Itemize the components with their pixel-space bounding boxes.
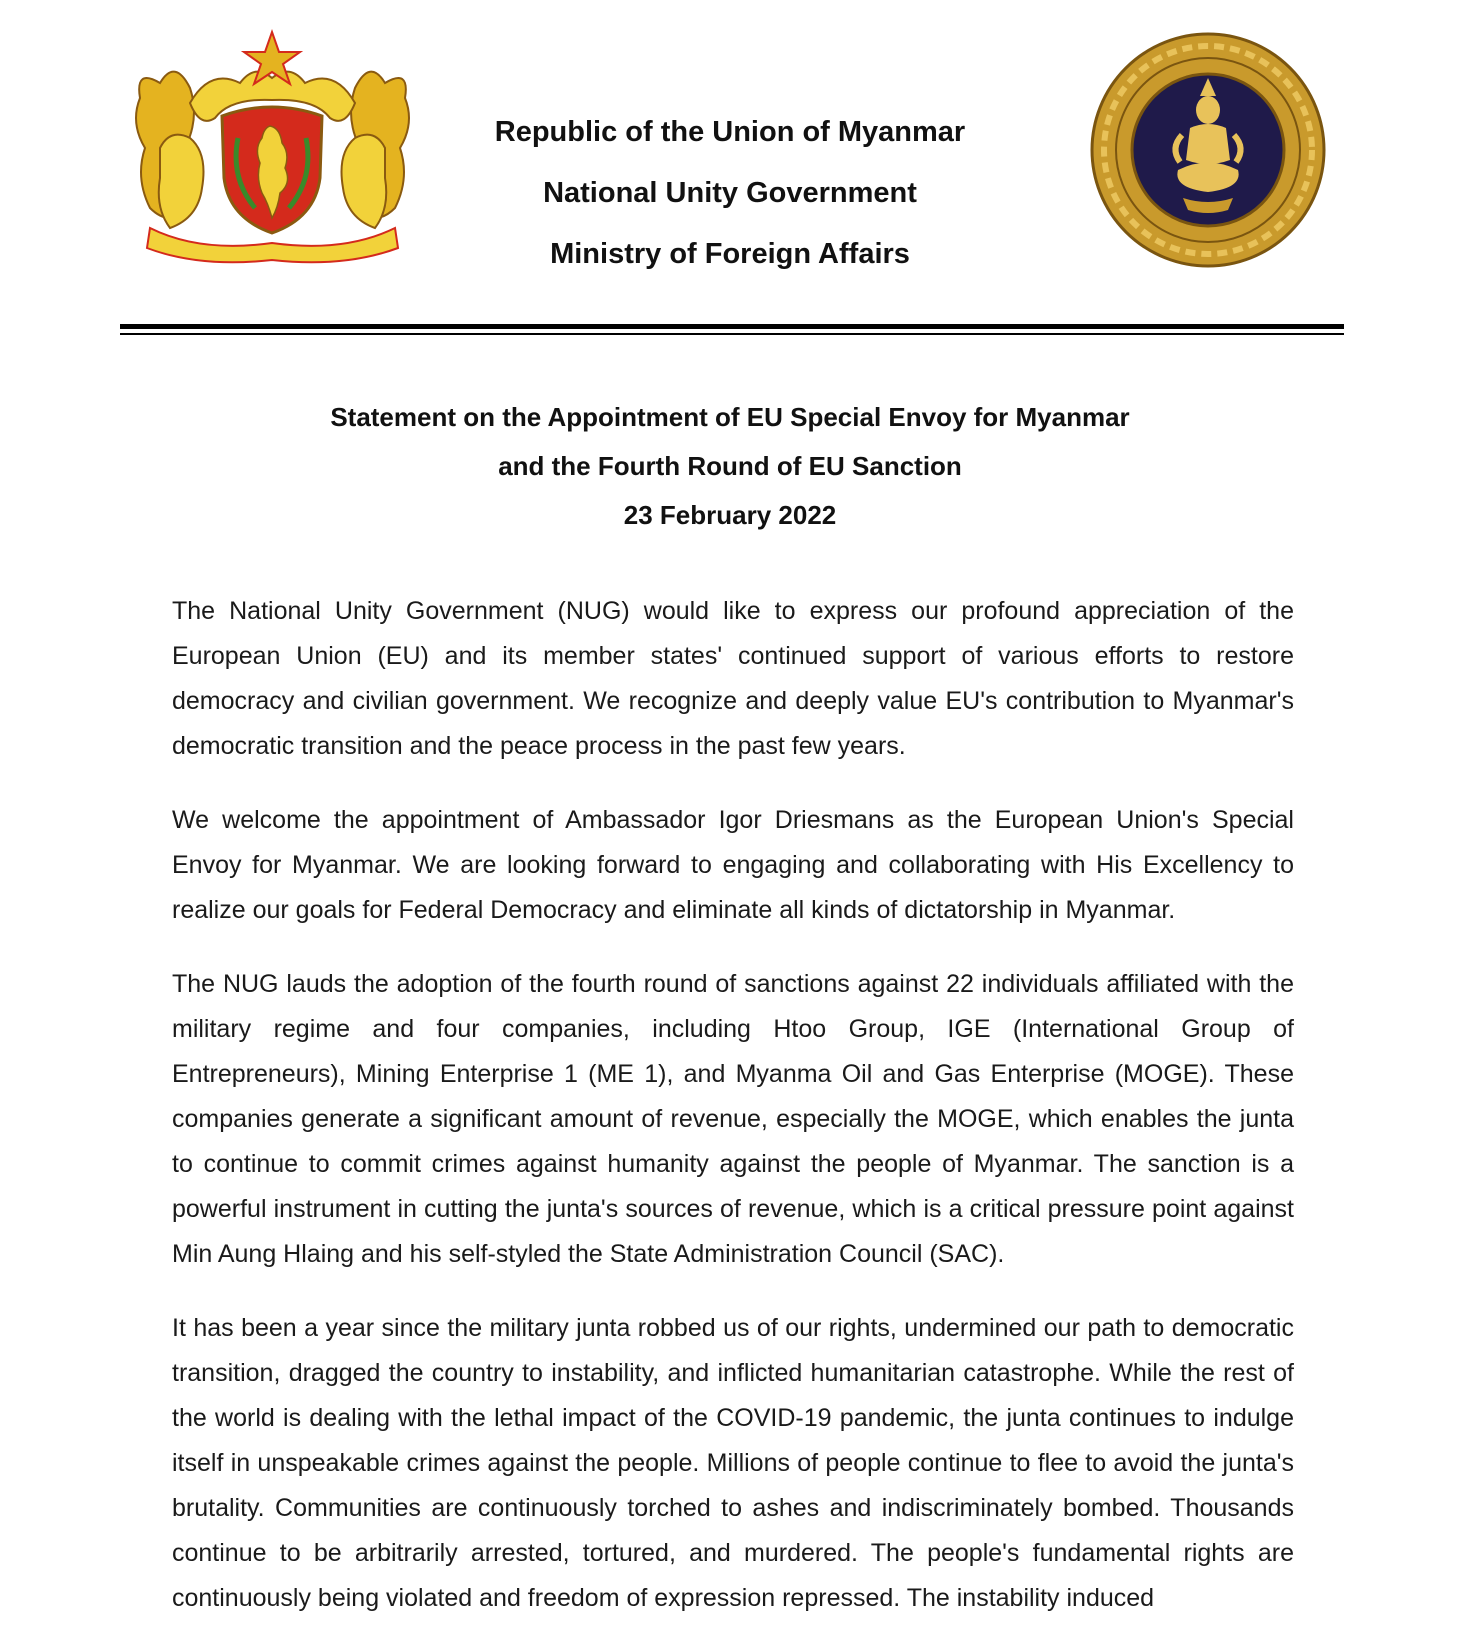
header-ministry: Ministry of Foreign Affairs bbox=[550, 238, 910, 270]
paragraph: It has been a year since the military junta robbed us of our rights, undermined our path to democratic transition, dragged the country to instability, and inflicted humanitarian catastrophe. While the rest of the world is dealing with the lethal impact of the COVID-19 pandemic, the junta continues to indulge itself in unspeakable crimes against the people. Millions of people continue to flee to avoid the junta's brutality. Communities are continuously torched to ashes and indiscriminately bombed. Thousands continue to be arbitrarily arrested, tortured, and murdered. The people's fundamental rights are continuously being violated and freedom of expression repressed. The instability induced bbox=[172, 1314, 1294, 1612]
nug-emblem-icon bbox=[1088, 30, 1328, 270]
header-government: National Unity Government bbox=[543, 177, 917, 209]
paragraph: The NUG lauds the adoption of the fourth round of sanctions against 22 individuals affiliated with the military regime and four companies, including Htoo Group, IGE (International Group of Entrepreneurs), Mining Enterprise 1 (ME 1), and Myanma Oil and Gas Enterprise (MOGE). These companies generate a significant amount of revenue, especially the MOGE, which enables the junta to continue to commit crimes against humanity against the people of Myanmar. The sanction is a powerful instrument in cutting the junta's sources of revenue, which is a critical pressure point against Min Aung Hlaing and his self-styled the State Administration Council (SAC). bbox=[172, 970, 1294, 1268]
title-line-2: and the Fourth Round of EU Sanction bbox=[498, 451, 962, 481]
document-header bbox=[380, 102, 1080, 285]
paragraph: The National Unity Government (NUG) would like to express our profound appreciation of the European Union (EU) and its member states' continued support of various efforts to restore democracy and civilian government. We recognize and deeply value EU's contribution to Myanmar's democratic transition and the peace process in the past few years. bbox=[172, 597, 1294, 760]
header-divider-thick bbox=[120, 324, 1344, 329]
title-line-1: Statement on the Appointment of EU Special Envoy for Myanmar bbox=[330, 402, 1130, 432]
statement-title bbox=[200, 393, 1260, 540]
paragraph: We welcome the appointment of Ambassador Igor Driesmans as the European Union's Special Envoy for Myanmar. We are looking forward to engaging and collaborating with His Excellency to realize our goals for Federal Democracy and eliminate all kinds of dictatorship in Myanmar. bbox=[172, 806, 1294, 924]
statement-date: 23 February 2022 bbox=[623, 500, 837, 530]
state-seal-icon bbox=[130, 28, 415, 266]
header-country: Republic of the Union of Myanmar bbox=[494, 116, 966, 148]
header-divider-thin bbox=[120, 333, 1344, 335]
statement-body bbox=[172, 589, 1294, 1650]
